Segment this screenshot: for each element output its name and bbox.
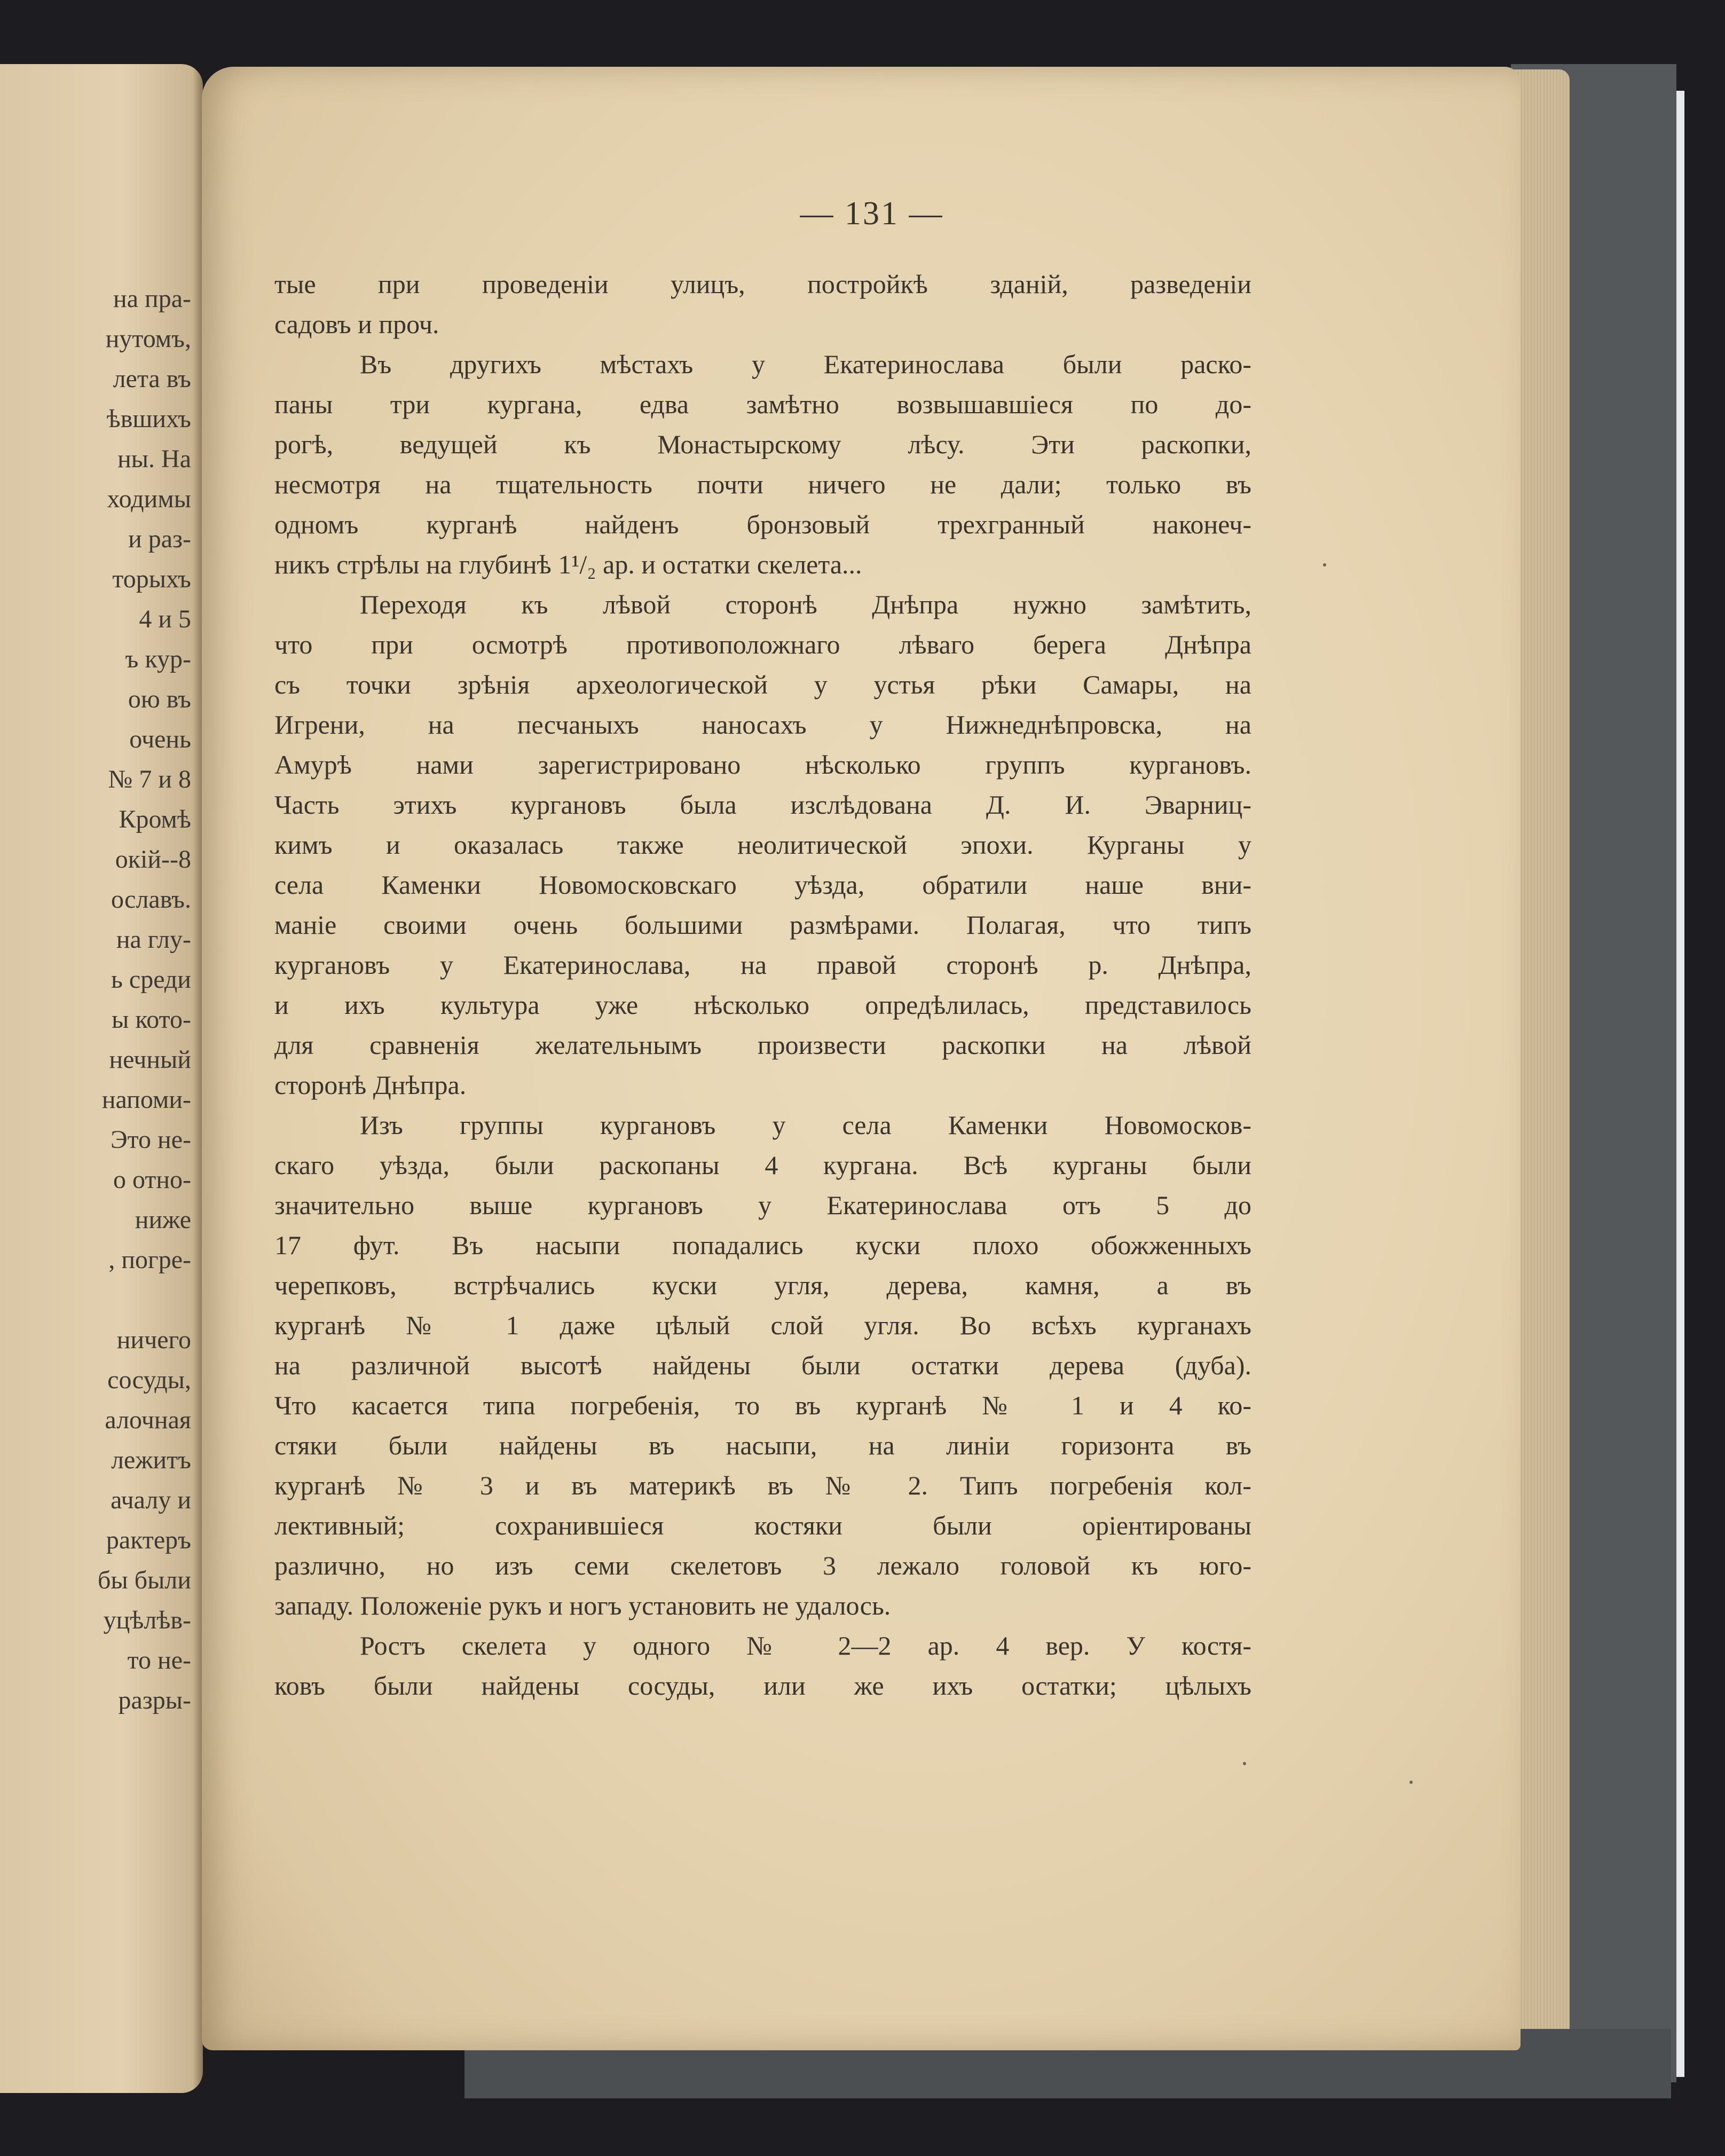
- previous-page-line: ѣвшихъ: [106, 405, 191, 433]
- previous-page-line: лета въ: [113, 365, 191, 393]
- text-line: маніе своими очень большими размѣрами. Полагая, что типъ: [274, 910, 1251, 940]
- text-line: Амурѣ нами зарегистрировано нѣсколько группъ кургановъ.: [274, 750, 1251, 780]
- text-line: скаго уѣзда, были раскопаны 4 кургана. Всѣ курганы были: [274, 1150, 1251, 1180]
- previous-page-line: ославъ.: [111, 885, 191, 914]
- previous-page-line: нечный: [109, 1045, 191, 1074]
- text-line: Что касается типа погребенія, то въ курганѣ № 1 и 4 ко-: [274, 1390, 1251, 1420]
- previous-page: [0, 64, 203, 2093]
- text-line: одномъ курганѣ найденъ бронзовый трехгранный наконеч-: [274, 509, 1251, 539]
- previous-page-line: окій--8: [115, 845, 191, 874]
- previous-page-line: уцѣлѣв-: [103, 1606, 191, 1634]
- previous-page-line: напоми-: [101, 1085, 191, 1114]
- text-line: кургановъ у Екатеринослава, на правой сторонѣ р. Днѣпра,: [274, 950, 1251, 980]
- paper-speck: [1323, 563, 1326, 566]
- page-number: — 131 —: [800, 195, 944, 232]
- previous-page-line: очень: [129, 725, 191, 753]
- text-line: стяки были найдены въ насыпи, на линіи горизонта въ: [274, 1430, 1251, 1460]
- text-line: несмотря на тщательность почти ничего не дали; только въ: [274, 469, 1251, 499]
- text-line: Изъ группы кургановъ у села Каменки Новомосков-: [360, 1110, 1251, 1140]
- text-line: Въ другихъ мѣстахъ у Екатеринослава были раско-: [360, 349, 1251, 379]
- previous-page-line: Это не-: [110, 1126, 191, 1154]
- text-line: для сравненія желательнымъ произвести раскопки на лѣвой: [274, 1030, 1251, 1060]
- text-line: различно, но изъ семи скелетовъ 3 лежало головой къ юго-: [274, 1551, 1251, 1580]
- previous-page-line: на глу-: [116, 925, 191, 954]
- previous-page-line: ь среди: [111, 965, 191, 994]
- previous-page-line: 4 и 5: [139, 605, 191, 633]
- text-line: сторонѣ Днѣпра.: [274, 1070, 467, 1100]
- text-line: ковъ были найдены сосуды, или же ихъ остатки; цѣлыхъ: [274, 1671, 1251, 1701]
- previous-page-line: бы были: [98, 1566, 191, 1594]
- text-line: тые при проведеніи улицъ, постройкѣ зданій, разведеніи: [274, 269, 1251, 299]
- previous-page-line: лежитъ: [111, 1446, 191, 1474]
- previous-page-line: нутомъ,: [105, 325, 191, 353]
- previous-page-line: на пра-: [113, 285, 191, 313]
- previous-page-line: ниже: [135, 1206, 191, 1234]
- previous-page-line: сосуды,: [107, 1366, 191, 1394]
- previous-page-line: и раз-: [128, 525, 191, 553]
- text-line: значительно выше кургановъ у Екатеринослава отъ 5 до: [274, 1190, 1251, 1220]
- previous-page-line: , погре-: [108, 1246, 191, 1274]
- previous-page-line: ходимы: [107, 485, 191, 513]
- previous-page-line: ы кото-: [112, 1005, 191, 1034]
- previous-page-line: торыхъ: [112, 565, 191, 593]
- previous-page-line: ны. На: [117, 445, 191, 473]
- previous-page-line: разры-: [118, 1686, 191, 1714]
- text-line: курганѣ № 1 даже цѣлый слой угля. Во всѣхъ курганахъ: [274, 1310, 1251, 1340]
- previous-page-line: ачалу и: [111, 1486, 191, 1514]
- text-line: Игрени, на песчаныхъ наносахъ у Нижнеднѣпровска, на: [274, 710, 1251, 739]
- previous-page-line: то не-: [127, 1646, 191, 1674]
- previous-page-line: о отно-: [113, 1166, 191, 1194]
- previous-page-line: алочная: [105, 1406, 191, 1434]
- text-line: паны три кургана, едва замѣтно возвышавшіеся по до-: [274, 389, 1251, 419]
- previous-page-line: ничего: [116, 1326, 191, 1354]
- text-line: черепковъ, встрѣчались куски угля, дерева, камня, а въ: [274, 1270, 1251, 1300]
- text-line: кимъ и оказалась также неолитической эпохи. Курганы у: [274, 830, 1251, 860]
- previous-page-line: [98, 1280, 191, 1320]
- text-line: съ точки зрѣнія археологической у устья рѣки Самары, на: [274, 670, 1251, 699]
- text-line: Переходя къ лѣвой сторонѣ Днѣпра нужно замѣтить,: [360, 589, 1251, 619]
- page-body-text: [274, 264, 1251, 1706]
- previous-page-line: № 7 и 8: [108, 765, 191, 793]
- paper-speck: [1409, 1781, 1413, 1784]
- text-line: Часть этихъ кургановъ была изслѣдована Д. И. Эварниц-: [274, 790, 1251, 820]
- text-line: что при осмотрѣ противоположнаго лѣваго берега Днѣпра: [274, 630, 1251, 659]
- text-line: лективный; сохранившіеся костяки были оріентированы: [274, 1510, 1251, 1540]
- previous-page-line: ъ кур-: [125, 645, 191, 673]
- text-line: курганѣ № 3 и въ материкѣ въ № 2. Типъ погребенія кол-: [274, 1470, 1251, 1500]
- book-page: [202, 67, 1521, 2050]
- text-line: села Каменки Новомосковскаго уѣзда, обратили наше вни-: [274, 870, 1251, 900]
- text-line: садовъ и проч.: [274, 309, 439, 339]
- text-line: и ихъ культура уже нѣсколько опредѣлилась, представилось: [274, 990, 1251, 1020]
- previous-page-line: Кромѣ: [119, 805, 191, 833]
- text-line: на различной высотѣ найдены были остатки дерева (дуба).: [274, 1350, 1251, 1380]
- previous-page-line: ою въ: [128, 685, 191, 713]
- paper-speck: [1243, 1762, 1246, 1765]
- text-line: Ростъ скелета у одного № 2—2 ар. 4 вер. У костя-: [360, 1631, 1251, 1661]
- text-line: западу. Положеніе рукъ и ногъ установить не удалось.: [274, 1591, 891, 1620]
- text-line: 17 фут. Въ насыпи попадались куски плохо обожженныхъ: [274, 1230, 1251, 1260]
- text-line: никъ стрѣлы на глубинѣ 1¹/₂ ар. и остатки скелета...: [274, 549, 862, 579]
- text-line: рогѣ, ведущей къ Монастырскому лѣсу. Эти раскопки,: [274, 429, 1251, 459]
- previous-page-text: [98, 279, 191, 1720]
- previous-page-line: рактеръ: [106, 1526, 191, 1554]
